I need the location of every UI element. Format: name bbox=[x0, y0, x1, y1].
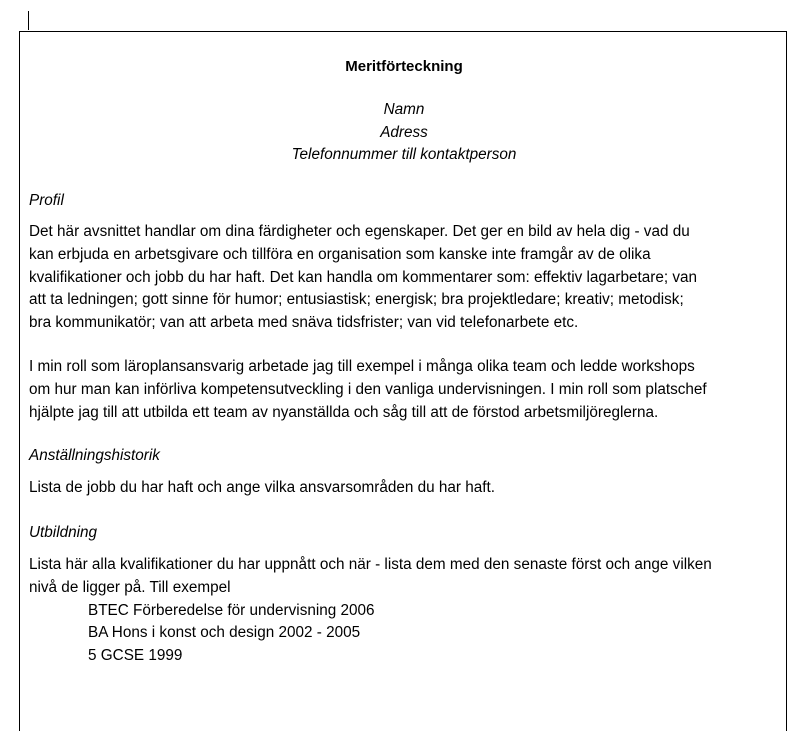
text-line: bra kommunikatör; van att arbeta med snäva tidsfrister; van vid telefonarbete etc. bbox=[29, 314, 579, 332]
text-line: kvalifikationer och jobb du har haft. Det kan handla om kommentarer som: effektiv lagarbetare; van bbox=[29, 268, 698, 286]
text-cursor bbox=[28, 11, 29, 30]
profil-paragraph-1 bbox=[29, 221, 781, 335]
education-paragraph bbox=[29, 554, 781, 668]
text-line: Lista här alla kvalifikationer du har uppnått och när - lista dem med den senaste först och ange vilken bbox=[29, 556, 712, 573]
section-heading-anstallningshistorik: Anställningshistorik bbox=[29, 447, 160, 464]
text-line: att ta ledningen; gott sinne för humor; entusiastisk; energisk; bra projektledare; kreativ; metodisk; bbox=[29, 291, 684, 309]
text-line: hjälpte jag till att utbilda ett team av nyanställda och såg till att de förstod arbetsmiljöreglerna. bbox=[29, 403, 659, 421]
qualification-item: BTEC Förberedelse för undervisning 2006 bbox=[88, 601, 375, 619]
document-title: Meritförteckning bbox=[345, 58, 463, 75]
phone-line: Telefonnummer till kontaktperson bbox=[291, 146, 517, 163]
section-heading-utbildning: Utbildning bbox=[29, 524, 98, 541]
section-heading-profil: Profil bbox=[29, 192, 64, 209]
text-line: om hur man kan införliva kompetensutveckling i den vanliga undervisningen. I min roll som platschef bbox=[29, 380, 707, 398]
text-line: Det här avsnittet handlar om dina färdigheter och egenskaper. Det ger en bild av hela dig - vad du bbox=[29, 223, 690, 240]
qualification-item: BA Hons i konst och design 2002 - 2005 bbox=[88, 624, 361, 642]
contact-header bbox=[19, 99, 789, 167]
qualification-item: 5 GCSE 1999 bbox=[88, 647, 183, 665]
text-line: kan erbjuda en arbetsgivare och tillföra en organisation som kanske inte framgår av de olika bbox=[29, 245, 651, 263]
profil-paragraph-2 bbox=[29, 356, 781, 424]
employment-paragraph bbox=[29, 477, 781, 500]
text-line: Lista de jobb du har haft och ange vilka ansvarsområden du har haft. bbox=[29, 479, 496, 496]
text-line: I min roll som läroplansansvarig arbetade jag till exempel i många olika team och ledde workshops bbox=[29, 358, 695, 375]
name-line: Namn bbox=[383, 101, 425, 118]
address-line: Adress bbox=[380, 123, 428, 141]
text-line: nivå de ligger på. Till exempel bbox=[29, 578, 231, 596]
